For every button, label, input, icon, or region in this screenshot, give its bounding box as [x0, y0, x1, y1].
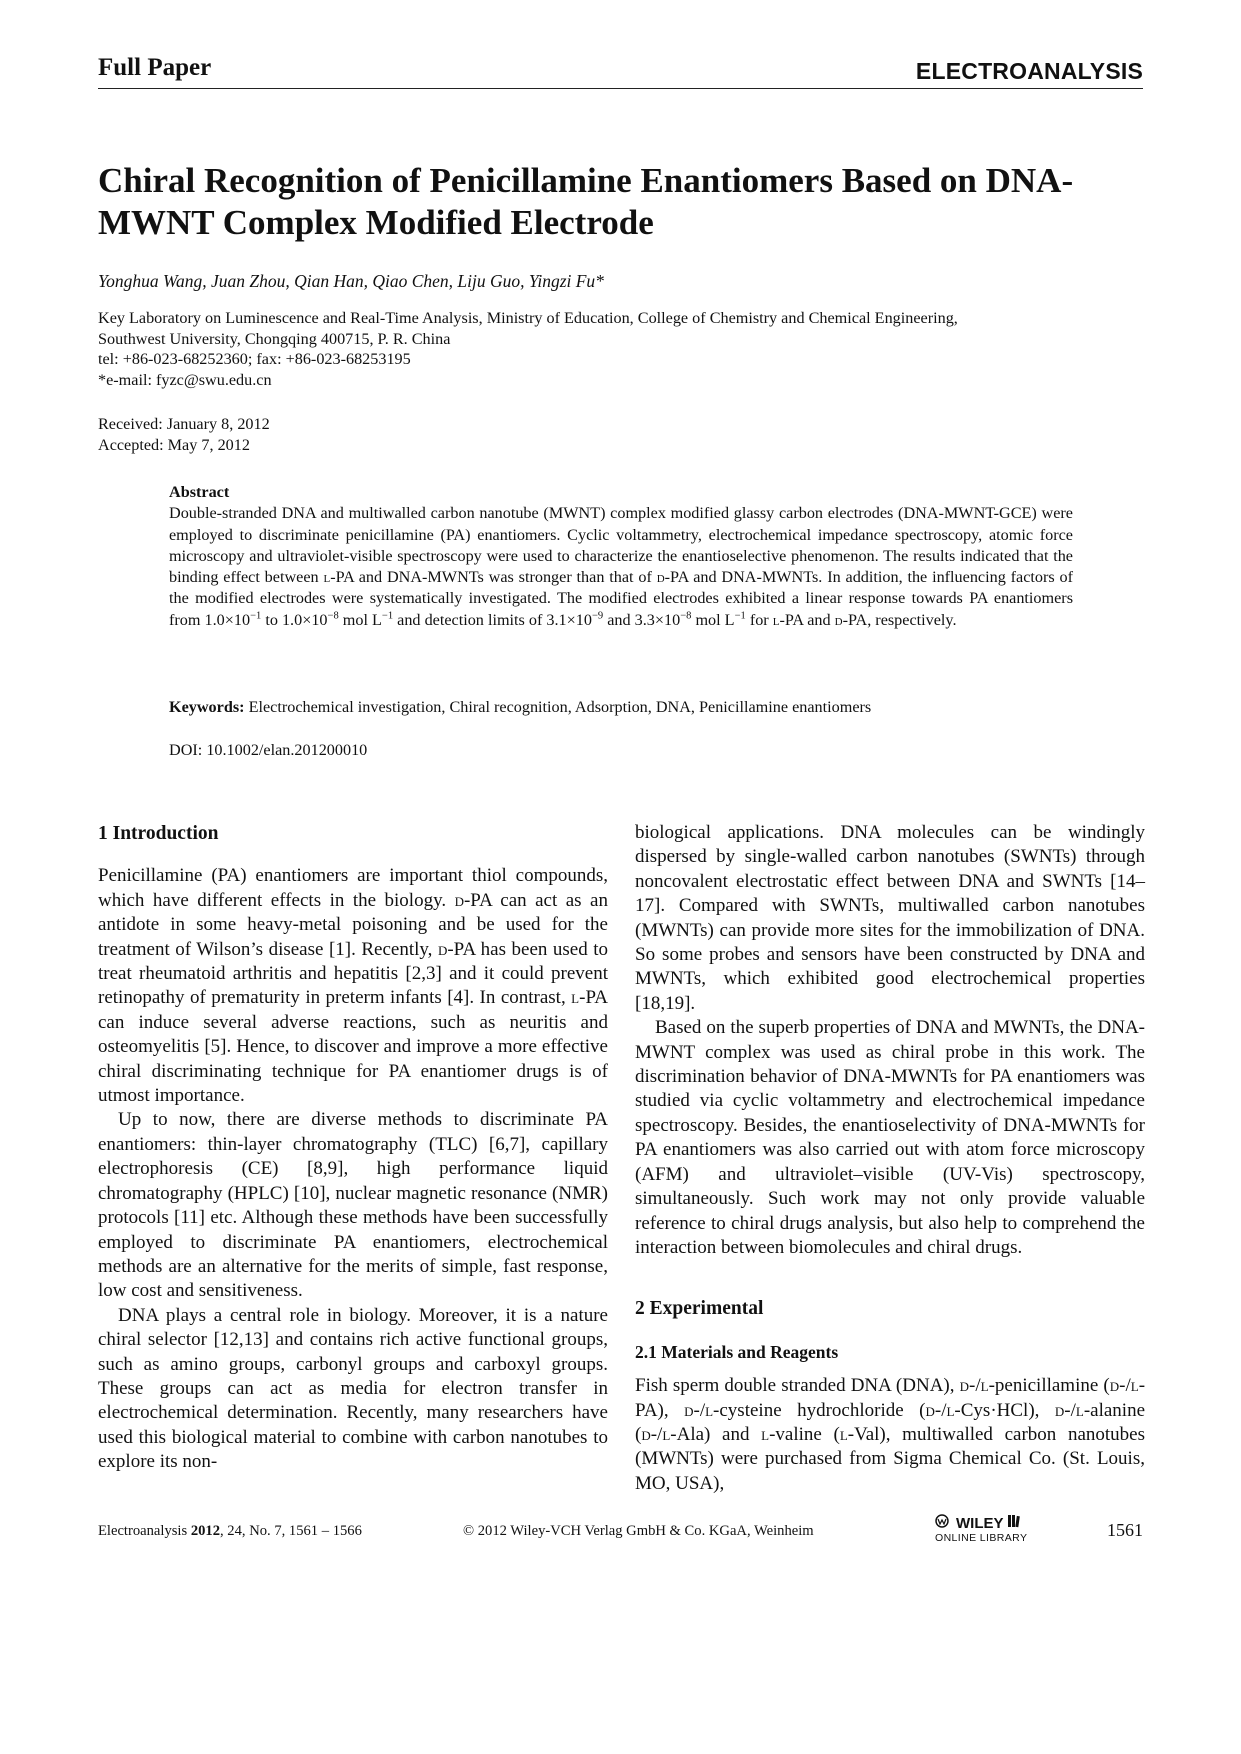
contact-phone-fax: tel: +86-023-68252360; fax: +86-023-68253195 [98, 350, 411, 368]
materials-paragraph: Fish sperm double stranded DNA (DNA), d-/l-penicillamine (d-/l-PA), d-/l-cysteine hydrochloride (d-/l-Cys·HCl), d-/l-alanine (d-/l-Ala) and l-valine (l-Val), multiwalled carbon nanotubes (MWNTs) were purchased from Sigma Chemical Co. (St. Louis, MO, USA), [635, 1375, 1146, 1494]
wiley-online-library-logo [935, 1514, 1027, 1544]
intro-paragraph-3-continued: biological applications. DNA molecules can be windingly dispersed by single-walled carbon nanotubes (SWNTs) through noncovalent electrostatic effect between DNA and SWNTs [14–17]. Compared with SWNTs, multiwalled carbon nanotubes (MWNTs) can provide more sites for the immobilization of DNA. So some probes and sensors have been constructed by DNA and MWNTs, which exhibited good electrochemical properties [18,19]. [635, 822, 1145, 1014]
contact-email[interactable]: *e-mail: fyzc@swu.edu.cn [98, 370, 272, 389]
header-journal-name: ELECTROANALYSIS [915, 58, 1143, 84]
online-library-label: ONLINE LIBRARY [935, 1532, 1028, 1544]
affiliation-line: Key Laboratory on Luminescence and Real-Time Analysis, Ministry of Education, College of Chemistry and Chemical Engineering, [98, 309, 958, 327]
abstract-block [169, 482, 1073, 631]
keywords-line [169, 698, 871, 717]
book-icon [1007, 1514, 1023, 1532]
keywords-label: Keywords: [169, 698, 245, 716]
affiliation-block [98, 308, 1148, 390]
section-heading-experimental: 2 Experimental [635, 1298, 764, 1320]
page-number: 1561 [1107, 1520, 1143, 1540]
affiliation-line: Southwest University, Chongqing 400715, P. R. China [98, 329, 451, 348]
subsection-heading-materials: 2.1 Materials and Reagents [635, 1341, 839, 1362]
wiley-emblem-icon [935, 1514, 953, 1532]
header-section-label: Full Paper [98, 54, 212, 81]
intro-paragraph-2: Up to now, there are diverse methods to discriminate PA enantiomers: thin-layer chromatography (TLC) [6,7], capillary electrophoresis (CE) [8,9], high performance liquid chromatography (HPLC) [10], nuclear magnetic resonance (NMR) protocols [11] etc. Although these methods have been successfully employed to discriminate PA enantiomers, electrochemical methods are an alternative for the merits of simple, fast response, low cost and sensitiveness. [98, 1109, 608, 1302]
header-rule [98, 88, 1143, 89]
footer-journal-citation: Electroanalysis 2012, 24, No. 7, 1561 – 1566 [98, 1523, 362, 1539]
intro-paragraph-1: Penicillamine (PA) enantiomers are important thiol compounds, which have different effects in the biology. d-PA can act as an antidote in some heavy-metal poisoning and be used for the treatment of Wilson’s disease [1]. Recently, d-PA has been used to treat rheumatoid arthritis and hepatitis [2,3] and it could prevent retinopathy of prematurity in preterm infants [4]. In contrast, l-PA can induce several adverse reactions, such as neuritis and osteomyelitis [5]. Hence, to discover and improve a more effective chiral discriminating technique for PA enantiomer drugs is of utmost importance. [98, 865, 609, 1107]
left-column [98, 822, 608, 1475]
intro-paragraph-4: Based on the superb properties of DNA and MWNTs, the DNA-MWNT complex was used as chiral probe in this work. The discrimination behavior of DNA-MWNTs for PA enantiomers was studied via cyclic voltammetry and electrochemical impedance spectroscopy. Besides, the enantioselectivity of DNA-MWNTs for PA enantiomers was also carried out with atom force microscopy (AFM) and ultraviolet–visible (UV-Vis) spectroscopy, simultaneously. Such work may not only provide valuable reference to chiral drugs analysis, but also help to comprehend the interaction between biomolecules and chiral drugs. [635, 1017, 1145, 1258]
author-list: Yonghua Wang, Juan Zhou, Qian Han, Qiao Chen, Liju Guo, Yingzi Fu* [98, 271, 604, 291]
doi-line[interactable]: DOI: 10.1002/elan.201200010 [169, 741, 368, 759]
received-date: Received: January 8, 2012 [98, 415, 270, 433]
right-column [635, 821, 1145, 1496]
paper-title: Chiral Recognition of Penicillamine Enantiomers Based on DNA-MWNT Complex Modified Electrode [98, 161, 1074, 242]
section-heading-introduction: 1 Introduction [98, 823, 219, 844]
accepted-date: Accepted: May 7, 2012 [98, 435, 250, 454]
abstract-heading: Abstract [169, 483, 230, 501]
footer-copyright: © 2012 Wiley-VCH Verlag GmbH & Co. KGaA, Weinheim [463, 1523, 814, 1539]
keywords-text: Electrochemical investigation, Chiral recognition, Adsorption, DNA, Penicillamine enantiomers [248, 698, 872, 716]
dates-block [98, 414, 270, 455]
section-gap [635, 1260, 1145, 1297]
intro-paragraph-3: DNA plays a central role in biology. Moreover, it is a nature chiral selector [12,13] and contains rich active functional groups, such as amino groups, carbonyl groups and carboxyl groups. These groups can act as media for electron transfer in electrochemical determination. Recently, many researchers have used this biological material to combine with carbon nanotubes to explore its non- [98, 1304, 608, 1473]
wiley-wordmark: WILEY [956, 1514, 1004, 1532]
abstract-text: Double-stranded DNA and multiwalled carbon nanotube (MWNT) complex modified glassy carbon electrodes (DNA-MWNT-GCE) were employed to discriminate penicillamine (PA) enantiomers. Cyclic voltammetry, electrochemical impedance spectroscopy, atomic force microscopy and ultraviolet-visible spectroscopy were used to characterize the enantioselective phenomenon. The results indicated that the binding effect between l-PA and DNA-MWNTs was stronger than that of d-PA and DNA-MWNTs. In addition, the influencing factors of the modified electrodes were systematically investigated. The modified electrodes exhibited a linear response towards PA enantiomers from $1.0\times 10^{-1}$ to $1.0\times 10^{-8}$ mol $L^{-1}$ and detection limits of $3.1\times 10^{-9}$ and $3.3\times 10^{-8}$ mol $L^{-1}$ for l-PA and d-PA, respectively. [169, 504, 1073, 629]
